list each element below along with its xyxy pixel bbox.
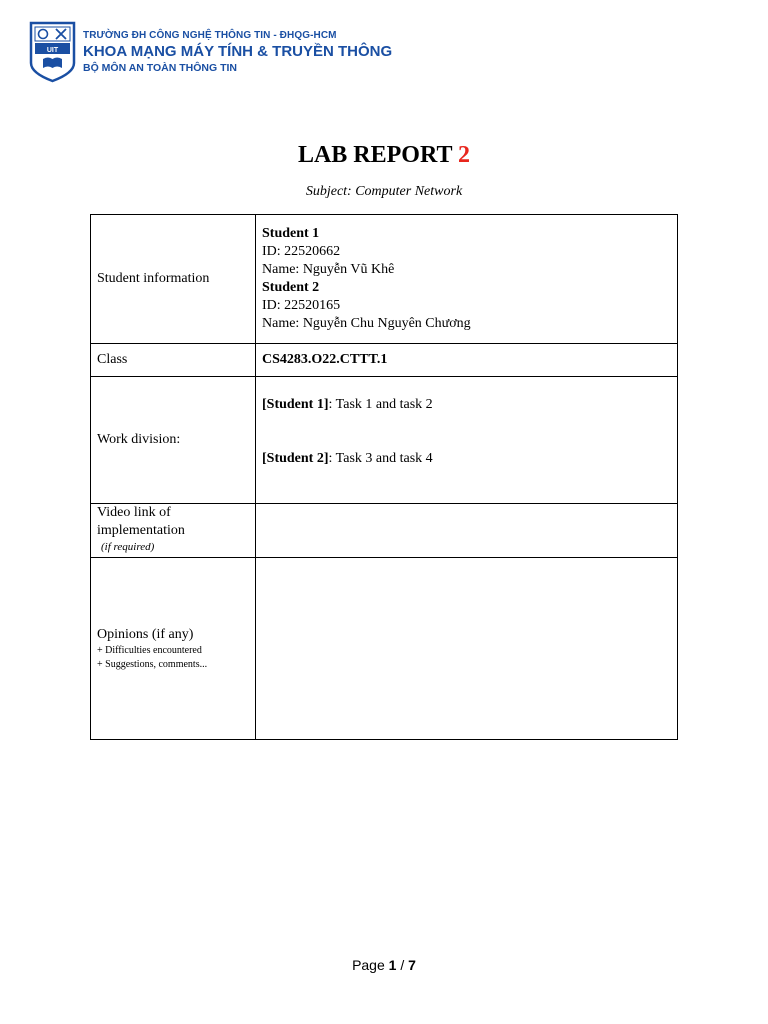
faculty-name: KHOA MẠNG MÁY TÍNH & TRUYỀN THÔNG xyxy=(83,43,393,60)
opinions-value-cell[interactable] xyxy=(256,558,678,740)
report-number: 2 xyxy=(458,142,471,168)
page-prefix: Page xyxy=(352,957,389,973)
report-title xyxy=(0,142,768,169)
work-division-student1 xyxy=(262,396,671,414)
header-text-block xyxy=(83,30,392,74)
student2-heading: Student 2 xyxy=(262,280,320,295)
opinions-item-suggestions: + Suggestions, comments... xyxy=(97,658,208,670)
report-subject: Subject: Computer Network xyxy=(305,184,463,199)
svg-text:UIT: UIT xyxy=(46,47,59,54)
student1-heading: Student 1 xyxy=(262,226,320,241)
video-label-cell xyxy=(91,504,256,558)
opinions-item-difficulties: + Difficulties encountered xyxy=(97,644,202,656)
opinions-label: Opinions (if any) xyxy=(97,626,194,642)
video-note: (if required) xyxy=(101,541,155,553)
university-shield-logo xyxy=(29,21,76,83)
student2-name: Name: Nguyễn Chu Nguyên Chương xyxy=(262,316,471,331)
work-division-cell xyxy=(256,377,678,504)
class-label: Class xyxy=(91,344,256,377)
report-info-table xyxy=(90,214,678,740)
work-division-label: Work division: xyxy=(91,377,256,504)
student1-name: Name: Nguyễn Vũ Khê xyxy=(262,262,395,277)
report-title-text: LAB REPORT xyxy=(297,142,453,168)
table-row-video xyxy=(91,504,678,558)
table-row-work-division xyxy=(91,377,678,504)
work-division-student2 xyxy=(262,450,671,468)
page-separator: / xyxy=(396,957,409,973)
student-info-label: Student information xyxy=(91,215,256,344)
work-division-student1-task: : Task 1 and task 2 xyxy=(328,397,433,412)
work-division-student2-tag: [Student 2] xyxy=(262,451,329,466)
university-name: TRƯỜNG ĐH CÔNG NGHỆ THÔNG TIN - ĐHQG-HCM xyxy=(83,30,337,41)
table-row-class xyxy=(91,344,678,377)
student1-id: ID: 22520662 xyxy=(262,244,341,259)
student2-id: ID: 22520165 xyxy=(262,298,341,313)
student-info-cell xyxy=(256,215,678,344)
class-value: CS4283.O22.CTTT.1 xyxy=(256,344,678,377)
page-current: 1 xyxy=(388,957,397,973)
video-link-cell[interactable] xyxy=(256,504,678,558)
department-name: BỘ MÔN AN TOÀN THÔNG TIN xyxy=(83,62,237,74)
work-division-student1-tag: [Student 1] xyxy=(262,397,329,412)
page-total: 7 xyxy=(408,957,416,973)
page-number xyxy=(0,957,768,973)
work-division-student2-task: : Task 3 and task 4 xyxy=(328,451,433,466)
table-row-student-info xyxy=(91,215,678,344)
table-row-opinions xyxy=(91,558,678,740)
opinions-label-cell xyxy=(91,558,256,740)
video-label: Video link of implementation xyxy=(97,505,185,538)
